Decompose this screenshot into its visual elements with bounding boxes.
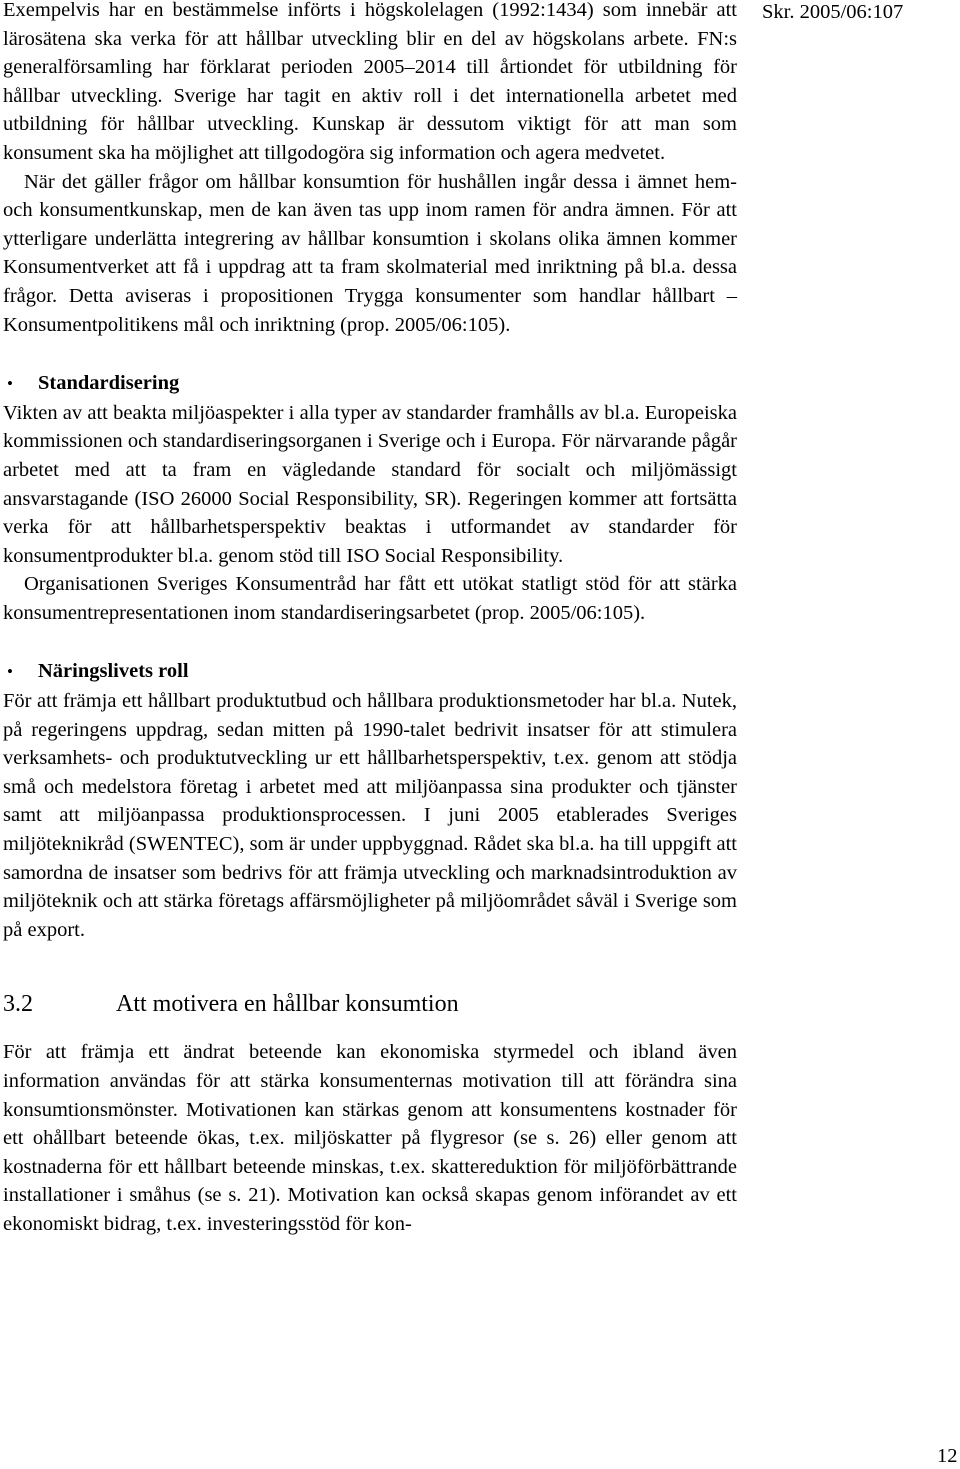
bullet-heading <box>3 657 737 687</box>
bullet-paragraph: För att främja ett hållbart produktutbud och hållbara produktionsmetoder har bl.a. Nutek, på regeringens uppdrag, sedan mitten på 1990-talet bedrivit insatser för att stimulera verksamhets- och produktutveckling ur ett hållbarhetsperspektiv, t.ex. genom att stödja små och medelstora företag i arbetet med att miljöanpassa sina produkter och tjänster samt att miljöanpassa produktionsprocessen. I juni 2005 etablerades Sveriges miljöteknikråd (SWENTEC), som är under uppbyggnad. Rådet ska bl.a. ha till uppgift att samordna de insatser som bedrivs för att främja utveckling och marknadsintroduktion av miljöteknik och att stärka företags affärsmöjligheter på miljöområdet såväl i Sverige som på export. <box>3 690 737 941</box>
page-number: 12 <box>937 1445 958 1467</box>
section-paragraph: För att främja ett ändrat beteende kan ekonomiska styrmedel och ibland även information användas för att stärka konsumenternas motivation till att förändra sina konsumtionsmönster. Motivationen kan stärkas genom att konsumentens kostnader för ett ohållbart beteende ökas, t.ex. miljöskatter på flygresor (se s. 26) eller genom att kostnaderna för ett hållbart beteende minskas, t.ex. skattereduktion för miljöförbättrande installationer i småhus (se s. 21). Motivation kan också skapas genom införandet av ett ekonomiskt bidrag, t.ex. investeringsstöd för kon- <box>3 1041 737 1235</box>
bullet-title: Standardisering <box>38 372 180 395</box>
section-title: Att motivera en hållbar konsumtion <box>116 991 459 1018</box>
bullet-paragraph: Vikten av att beakta miljöaspekter i alla typer av standarder framhålls av bl.a. Europeiska kommissionen och standardiseringsorganen i Sverige och i Europa. För närvarande pågår arbetet med att ta fram en vägledande standard för socialt och miljömässigt ansvarstagande (ISO 26000 Social Responsibility, SR). Regeringen kommer att fortsätta verka för att hållbarhetsperspektiv beaktas i utformandet av standarder för konsumentprodukter bl.a. genom stöd till ISO Social Responsibility. <box>3 401 737 567</box>
main-text-column <box>3 0 737 1239</box>
bullet-title: Näringslivets roll <box>38 660 189 683</box>
intro-paragraph-1: Exempelvis har en bestämmelse införts i högskolelagen (1992:1434) som innebär att lärosätena ska verka för att hållbar utveckling blir en del av högskolans arbete. FN:s generalförsamling har förklarat perioden 2005–2014 till årtiondet för utbildning för hållbar utveckling. Sverige har tagit en aktiv roll i det internationella arbetet med utbildning för hållbar utveckling. Kunskap är dessutom viktigt för att man som konsument ska ha möjlighet att tillgodogöra sig information och agera medvetet. <box>3 0 737 164</box>
spacer <box>3 339 737 369</box>
bullet-icon: • <box>7 374 13 394</box>
bullet-section-standardisering <box>3 369 737 627</box>
bullet-paragraph: Organisationen Sveriges Konsumentråd har fått ett utökat statligt stöd för att stärka konsumentrepresentationen inom standardiseringsarbetet (prop. 2005/06:105). <box>3 573 737 624</box>
spacer <box>3 627 737 657</box>
bullet-icon: • <box>7 662 13 682</box>
intro-paragraph-2: När det gäller frågor om hållbar konsumtion för hushållen ingår dessa i ämnet hem- och konsumentkunskap, men de kan även tas upp inom ramen för andra ämnen. För att ytterligare underlätta integrering av hållbar konsumtion i skolans olika ämnen kommer Konsumentverket att få i uppdrag att ta fram skolmaterial med inriktning på bl.a. dessa frågor. Detta aviseras i propositionen Trygga konsumenter som handlar hållbart – Konsumentpolitikens mål och inriktning (prop. 2005/06:105). <box>3 170 737 336</box>
spacer <box>3 944 737 990</box>
section-number: 3.2 <box>3 991 33 1018</box>
document-reference: Skr. 2005/06:107 <box>762 1 904 23</box>
bullet-heading <box>3 369 737 399</box>
bullet-section-naringslivets-roll <box>3 657 737 944</box>
section-heading <box>3 990 737 1018</box>
